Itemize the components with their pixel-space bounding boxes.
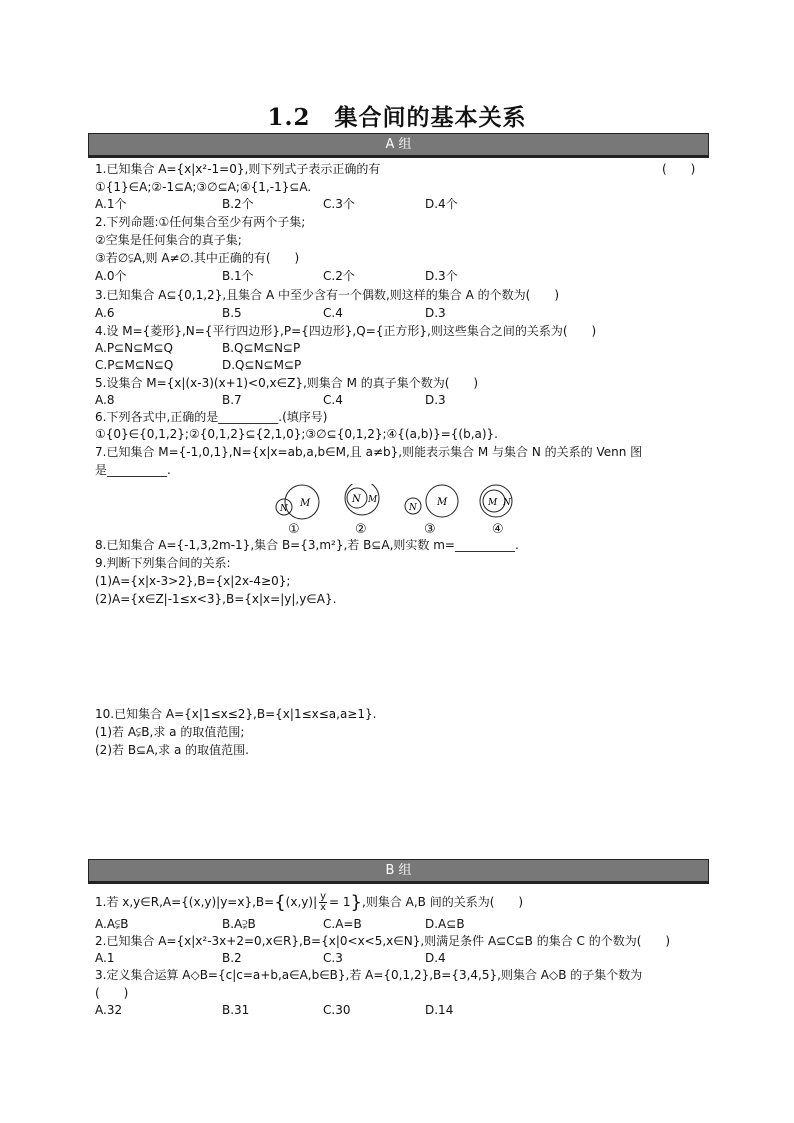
venn-4-n-label: N <box>503 498 511 508</box>
a-q10-stem: 10.已知集合 A={x|1≤x≤2},B={x|1≤x≤a,a≥1}. <box>95 707 377 721</box>
b-q1-option-c: C.A=B <box>323 917 362 931</box>
a-q9-part2: (2)A={x∈Z|-1≤x<3},B={x|x=|y|,y∈A}. <box>95 592 337 606</box>
b-q1-bar: | <box>313 895 318 909</box>
a-q2-line2: ②空集是任何集合的真子集; <box>95 233 242 247</box>
b-q1-frac-num: y <box>320 891 327 902</box>
b-q3-option-c: C.30 <box>323 1003 351 1017</box>
a-q5-option-c: C.4 <box>323 393 343 407</box>
a-q2-stem: 2.下列命题:①任何集合至少有两个子集; <box>95 215 306 229</box>
venn-3-m-label: M <box>437 497 448 508</box>
a-q1-option-c: C.3个 <box>323 197 355 211</box>
venn-2-m-label: M <box>368 495 378 505</box>
b-q1-post: ,则集合 A,B 间的关系为( ) <box>362 895 524 909</box>
b-q1-option-a: A.A⫋B <box>95 917 129 931</box>
b-q3-stem: 3.定义集合运算 A◇B={c|c=a+b,a∈A,b∈B},若 A={0,1,2},B={3,4,5},则集合 A◇B 的子集个数为 <box>95 968 643 982</box>
a-q1-option-a: A.1个 <box>95 197 127 211</box>
a-q4-stem: 4.设 M={菱形},N={平行四边形},P={四边形},Q={正方形},则这些集合之间的关系为( ) <box>95 324 597 338</box>
a-q1-option-b: B.2个 <box>222 197 254 211</box>
a-q5-option-b: B.7 <box>222 393 242 407</box>
a-q5-option-d: D.3 <box>425 393 446 407</box>
b-q3-option-b: B.31 <box>222 1003 250 1017</box>
a-q2-option-c: C.2个 <box>323 269 355 283</box>
b-q2-stem: 2.已知集合 A={x|x²-3x+2=0,x∈R},B={x|0<x<5,x∈N},则满足条件 A⊆C⊆B 的集合 C 的个数为( ) <box>95 934 671 948</box>
a-q1-option-d: D.4个 <box>425 197 458 211</box>
b-q1-option-d: D.A⊆B <box>425 917 465 931</box>
a-q8-stem: 8.已知集合 A={-1,3,2m-1},集合 B={3,m²},若 B⊆A,则实数 m=__________. <box>95 538 519 552</box>
b-q2-option-c: C.3 <box>323 951 343 965</box>
b-q1-stem <box>95 892 523 913</box>
b-q1-right-brace: } <box>350 892 362 913</box>
b-q1-eq: = 1 <box>329 895 351 909</box>
a-q2-option-d: D.3个 <box>425 269 458 283</box>
b-q1-set: (x,y) <box>285 895 314 909</box>
a-q5-stem: 5.设集合 M={x|(x-3)(x+1)<0,x∈Z},则集合 M 的真子集个数为( ) <box>95 376 479 390</box>
a-q9-stem: 9.判断下列集合间的关系: <box>95 556 231 570</box>
venn-1-m-label: M <box>300 498 311 509</box>
a-q3-option-c: C.4 <box>323 306 343 320</box>
venn-caption-1: ① <box>288 522 300 537</box>
venn-4 <box>480 485 512 517</box>
a-q1-paren: ( ) <box>662 162 696 176</box>
a-q4-option-b: B.Q⊆M⊆N⊆P <box>222 341 301 355</box>
a-q4-option-a: A.P⊆N⊆M⊆Q <box>95 341 173 355</box>
b-q3-option-a: A.32 <box>95 1003 123 1017</box>
venn-1 <box>276 485 319 519</box>
venn-diagrams <box>270 484 530 540</box>
b-q1-frac-den: x <box>320 902 327 913</box>
a-q1-items: ①{1}∈A;②-1⊆A;③∅⊆A;④{1,-1}⊆A. <box>95 180 312 194</box>
a-q3-option-a: A.6 <box>95 306 115 320</box>
venn-2 <box>345 484 379 515</box>
group-a-header: A 组 <box>88 133 709 156</box>
a-q10-part2: (2)若 B⊆A,求 a 的取值范围. <box>95 743 249 757</box>
b-q2-option-b: B.2 <box>222 951 242 965</box>
a-q7-stem: 7.已知集合 M={-1,0,1},N={x|x=ab,a,b∈M,且 a≠b},则能表示集合 M 与集合 N 的关系的 Venn 图 <box>95 445 643 459</box>
venn-caption-2: ② <box>355 522 367 537</box>
b-q1-option-b: B.A⫌B <box>222 917 256 931</box>
a-q2-option-b: B.1个 <box>222 269 254 283</box>
venn-1-n-label: N <box>280 504 288 514</box>
b-q1-left-brace: { <box>274 892 286 913</box>
a-q6-stem: 6.下列各式中,正确的是__________.(填序号) <box>95 410 328 424</box>
page-title: 1.2 集合间的基本关系 <box>267 104 527 131</box>
a-q9-part1: (1)A={x|x-3>2},B={x|2x-4≥0}; <box>95 574 291 588</box>
venn-3-n-label: N <box>409 503 417 513</box>
a-q3-stem: 3.已知集合 A⊆{0,1,2},且集合 A 中至少含有一个偶数,则这样的集合 A 的个数为( ) <box>95 288 560 302</box>
a-q3-option-b: B.5 <box>222 306 242 320</box>
a-q10-part1: (1)若 A⫋B,求 a 的取值范围; <box>95 725 245 739</box>
venn-2-n-label: N <box>352 494 361 505</box>
b-q1-fraction <box>319 892 327 913</box>
b-q3-option-d: D.14 <box>425 1003 454 1017</box>
a-q5-option-a: A.8 <box>95 393 115 407</box>
a-q1-stem: 1.已知集合 A={x|x²-1=0},则下列式子表示正确的有 <box>95 162 381 176</box>
b-q2-option-d: D.4 <box>425 951 446 965</box>
a-q2-line3: ③若∅⫋A,则 A≠∅.其中正确的有( ) <box>95 251 300 265</box>
venn-4-m-label: M <box>488 498 498 508</box>
a-q3-option-d: D.3 <box>425 306 446 320</box>
venn-caption-3: ③ <box>424 522 436 537</box>
a-q4-option-d: D.Q⊆N⊆M⊆P <box>222 358 302 372</box>
b-q1-pre: 1.若 x,y∈R,A={(x,y)|y=x},B= <box>95 895 275 909</box>
b-q3-line2: ( ) <box>95 986 129 1000</box>
venn-3 <box>405 485 458 517</box>
a-q4-option-c: C.P⊆M⊆N⊆Q <box>95 358 174 372</box>
venn-caption-4: ④ <box>492 522 504 537</box>
b-q2-option-a: A.1 <box>95 951 115 965</box>
a-q7-line2: 是__________. <box>95 463 171 477</box>
group-b-header: B 组 <box>88 859 709 882</box>
a-q6-items: ①{0}∈{0,1,2};②{0,1,2}⊆{2,1,0};③∅⊆{0,1,2};④{(a,b)}={(b,a)}. <box>95 427 498 441</box>
a-q2-option-a: A.0个 <box>95 269 127 283</box>
